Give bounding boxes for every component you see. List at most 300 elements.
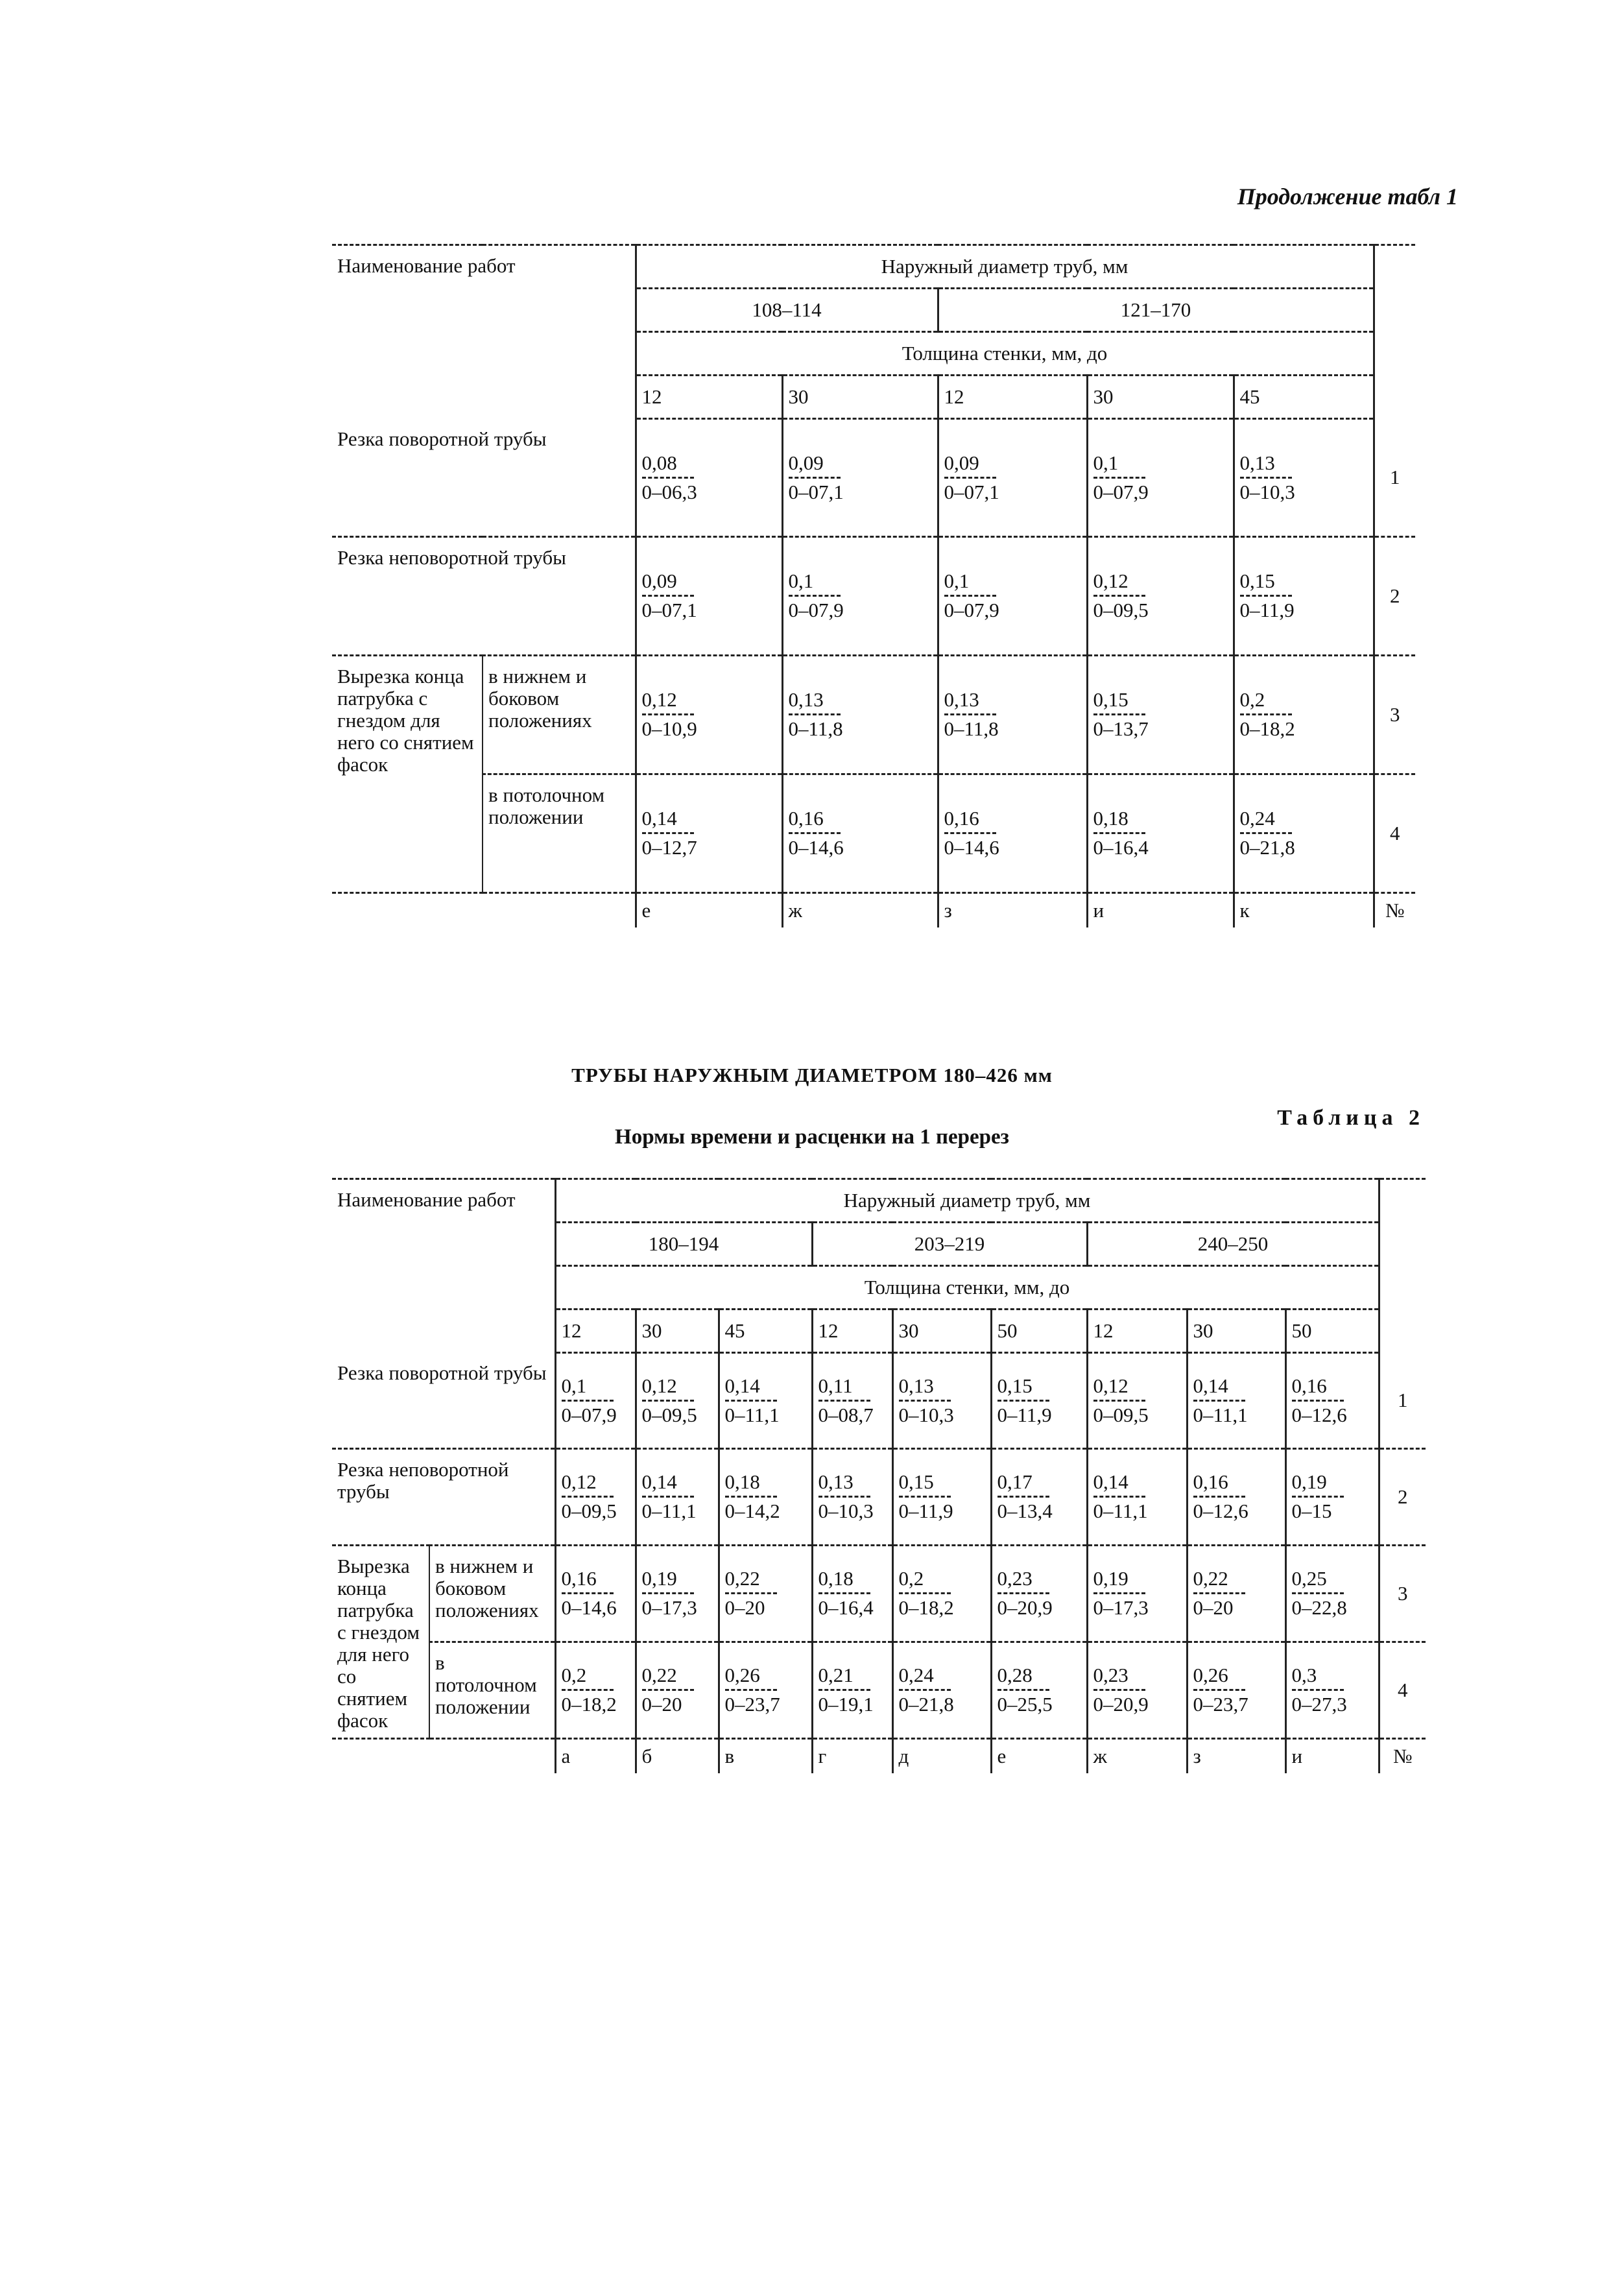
rate-value: 0–11,1	[1193, 1403, 1248, 1426]
rate-value: 0–12,6	[1291, 1403, 1347, 1426]
rate-value: 0–20,9	[1093, 1693, 1149, 1716]
rate-value: 0–20	[1193, 1596, 1234, 1619]
norm-and-rate	[1292, 1471, 1344, 1522]
table-row	[332, 1448, 1426, 1545]
time-norm: 0,09	[642, 570, 695, 597]
rate-value: 0–20,9	[997, 1596, 1053, 1619]
column-letters-row	[332, 892, 1415, 927]
thickness-cell: 50	[991, 1310, 1087, 1353]
value-cell	[782, 419, 938, 537]
norm-and-rate	[562, 1375, 617, 1426]
value-cell	[636, 655, 782, 774]
value-cell	[636, 419, 782, 537]
time-norm: 0,21	[818, 1664, 871, 1691]
table-2-heading: ТРУБЫ НАРУЖНЫМ ДИАМЕТРОМ 180–426 мм	[571, 1064, 1053, 1086]
work-name-header: Наименование работ	[332, 1179, 555, 1353]
norm-and-rate	[642, 808, 697, 859]
value-cell	[1087, 1545, 1187, 1642]
rate-value: 0–20	[641, 1693, 682, 1716]
time-norm: 0,13	[818, 1471, 871, 1498]
row-number: 4	[1374, 774, 1415, 892]
rate-value: 0–07,9	[1093, 480, 1149, 503]
norm-and-rate	[899, 1664, 954, 1716]
norm-and-rate	[789, 570, 844, 621]
rate-value: 0–13,4	[997, 1500, 1053, 1522]
norm-and-rate	[1093, 1568, 1149, 1619]
time-norm: 0,14	[1193, 1375, 1246, 1402]
row-number: 2	[1374, 536, 1415, 655]
rate-value: 0–11,9	[997, 1403, 1052, 1426]
time-norm: 0,14	[642, 1471, 695, 1498]
thickness-cell: 12	[555, 1310, 636, 1353]
rate-value: 0–11,8	[944, 717, 999, 740]
table-row	[332, 1545, 1426, 1642]
blank-cell	[1374, 245, 1415, 419]
rate-value: 0–07,9	[561, 1403, 617, 1426]
diameter-group: 240–250	[1087, 1223, 1379, 1266]
value-cell	[719, 1353, 812, 1449]
time-norm: 0,08	[642, 452, 695, 479]
time-norm: 0,12	[1093, 1375, 1146, 1402]
norm-and-rate	[1093, 1375, 1149, 1426]
value-cell	[1187, 1353, 1285, 1449]
rate-value: 0–10,3	[898, 1403, 954, 1426]
rate-value: 0–09,5	[1093, 599, 1149, 621]
value-cell	[1285, 1642, 1379, 1738]
rate-value: 0–11,1	[724, 1403, 780, 1426]
norm-and-rate	[725, 1664, 780, 1716]
rate-value: 0–17,3	[641, 1596, 697, 1619]
rate-value: 0–14,6	[944, 836, 999, 859]
time-norm: 0,15	[1240, 570, 1293, 597]
rate-value: 0–10,3	[818, 1500, 874, 1522]
norm-and-rate	[1240, 689, 1295, 740]
rate-value: 0–09,5	[1093, 1403, 1149, 1426]
time-norm: 0,16	[944, 808, 997, 834]
norm-and-rate	[562, 1471, 617, 1522]
value-cell	[812, 1448, 892, 1545]
column-letter: е	[636, 892, 782, 927]
table-row	[332, 1642, 1426, 1738]
rate-value: 0–11,9	[898, 1500, 953, 1522]
norm-and-rate	[642, 452, 697, 503]
thickness-cell: 12	[812, 1310, 892, 1353]
rate-value: 0–25,5	[997, 1693, 1053, 1716]
position-label: в нижнем и боковом положениях	[483, 655, 636, 774]
column-letter: и	[1285, 1738, 1379, 1773]
value-cell	[719, 1545, 812, 1642]
time-norm: 0,12	[562, 1471, 614, 1498]
diameter-group: 180–194	[555, 1223, 812, 1266]
value-cell	[812, 1353, 892, 1449]
value-cell	[555, 1545, 636, 1642]
time-norm: 0,26	[725, 1664, 778, 1691]
time-norm: 0,18	[818, 1568, 871, 1594]
time-norm: 0,25	[1292, 1568, 1344, 1594]
thickness-cell: 50	[1285, 1310, 1379, 1353]
thickness-cell: 12	[938, 376, 1087, 419]
rate-value: 0–11,1	[641, 1500, 697, 1522]
time-norm: 0,15	[997, 1375, 1050, 1402]
value-cell	[1087, 1448, 1187, 1545]
value-cell	[1087, 655, 1234, 774]
table-2	[332, 1178, 1426, 1773]
blank-cell	[1379, 1179, 1426, 1353]
value-cell	[1087, 774, 1234, 892]
value-cell	[636, 536, 782, 655]
value-cell	[892, 1353, 991, 1449]
outer-diameter-header: Наружный диаметр труб, мм	[555, 1179, 1379, 1223]
value-cell	[892, 1642, 991, 1738]
value-cell	[719, 1642, 812, 1738]
column-letter: г	[812, 1738, 892, 1773]
time-norm: 0,19	[1093, 1568, 1146, 1594]
time-norm: 0,19	[642, 1568, 695, 1594]
rate-value: 0–21,8	[1239, 836, 1295, 859]
norm-and-rate	[789, 808, 844, 859]
norm-and-rate	[997, 1375, 1052, 1426]
norm-and-rate	[944, 689, 999, 740]
time-norm: 0,16	[1292, 1375, 1344, 1402]
norm-and-rate	[725, 1568, 778, 1619]
time-norm: 0,16	[562, 1568, 614, 1594]
thickness-cell: 12	[1087, 1310, 1187, 1353]
time-norm: 0,14	[725, 1375, 778, 1402]
work-name: Резка неповоротной трубы	[332, 1448, 555, 1545]
time-norm: 0,1	[944, 570, 997, 597]
time-norm: 0,16	[1193, 1471, 1246, 1498]
value-cell	[938, 655, 1087, 774]
value-cell	[812, 1642, 892, 1738]
time-norm: 0,26	[1193, 1664, 1246, 1691]
rate-value: 0–11,1	[1093, 1500, 1148, 1522]
row-number: 1	[1374, 419, 1415, 537]
time-norm: 0,16	[789, 808, 841, 834]
thickness-cell: 12	[636, 376, 782, 419]
value-cell	[892, 1545, 991, 1642]
rate-value: 0–09,5	[561, 1500, 617, 1522]
norm-and-rate	[1193, 1471, 1248, 1522]
norm-and-rate	[789, 452, 844, 503]
work-name: Вырезка конца патрубка с гнездом для него со снятием фасок	[332, 1545, 429, 1738]
value-cell	[812, 1545, 892, 1642]
value-cell	[1285, 1448, 1379, 1545]
row-number: 2	[1379, 1448, 1426, 1545]
norm-and-rate	[899, 1471, 953, 1522]
time-norm: 0,2	[562, 1664, 614, 1691]
table-1	[332, 244, 1415, 927]
row-number: 3	[1374, 655, 1415, 774]
time-norm: 0,11	[818, 1375, 871, 1402]
rate-value: 0–07,1	[944, 480, 999, 503]
rate-value: 0–18,2	[1239, 717, 1295, 740]
norm-and-rate	[899, 1568, 954, 1619]
column-letter: ж	[1087, 1738, 1187, 1773]
rate-value: 0–18,2	[898, 1596, 954, 1619]
rate-value: 0–09,5	[641, 1403, 697, 1426]
norm-and-rate	[1093, 1664, 1149, 1716]
value-cell	[636, 1545, 719, 1642]
norm-and-rate	[944, 570, 999, 621]
rate-value: 0–11,9	[1239, 599, 1295, 621]
time-norm: 0,09	[944, 452, 997, 479]
rate-value: 0–14,6	[788, 836, 844, 859]
norm-and-rate	[1292, 1375, 1347, 1426]
work-name: Вырезка конца патрубка с гнездом для него со снятием фасок	[332, 655, 483, 892]
norm-and-rate	[899, 1375, 954, 1426]
rate-value: 0–23,7	[724, 1693, 780, 1716]
time-norm: 0,19	[1292, 1471, 1344, 1498]
time-norm: 0,13	[899, 1375, 951, 1402]
time-norm: 0,2	[1240, 689, 1293, 715]
norm-and-rate	[1093, 689, 1149, 740]
norm-and-rate	[642, 1568, 697, 1619]
wall-thickness-header: Толщина стенки, мм, до	[636, 332, 1374, 376]
norm-and-rate	[944, 808, 999, 859]
header-row	[332, 245, 1415, 289]
rate-value: 0–10,3	[1239, 480, 1295, 503]
table-2-subtitle: Нормы времени и расценки на 1 перерез	[615, 1125, 1009, 1149]
value-cell	[555, 1353, 636, 1449]
norm-and-rate	[1292, 1664, 1347, 1716]
value-cell	[1234, 774, 1374, 892]
norm-and-rate	[642, 1375, 697, 1426]
value-cell	[991, 1353, 1087, 1449]
continuation-header: Продолжение табл 1	[1237, 184, 1458, 209]
column-letter: д	[892, 1738, 991, 1773]
time-norm: 0,13	[789, 689, 841, 715]
time-norm: 0,1	[562, 1375, 614, 1402]
row-number: 4	[1379, 1642, 1426, 1738]
position-label: в нижнем и боковом положениях	[429, 1545, 555, 1642]
rate-value: 0–22,8	[1291, 1596, 1347, 1619]
time-norm: 0,14	[1093, 1471, 1146, 1498]
value-cell	[938, 419, 1087, 537]
column-letter: а	[555, 1738, 636, 1773]
table-row	[332, 774, 1415, 892]
time-norm: 0,12	[642, 1375, 695, 1402]
column-letter: в	[719, 1738, 812, 1773]
time-norm: 0,12	[642, 689, 695, 715]
norm-and-rate	[642, 570, 697, 621]
outer-diameter-header: Наружный диаметр труб, мм	[636, 245, 1374, 289]
value-cell	[782, 655, 938, 774]
value-cell	[1087, 419, 1234, 537]
value-cell	[555, 1642, 636, 1738]
value-cell	[892, 1448, 991, 1545]
rate-value: 0–16,4	[818, 1596, 874, 1619]
rate-value: 0–14,6	[561, 1596, 617, 1619]
row-number: 3	[1379, 1545, 1426, 1642]
thickness-cell: 45	[1234, 376, 1374, 419]
rate-value: 0–06,3	[641, 480, 697, 503]
header-row	[332, 1179, 1426, 1223]
norm-and-rate	[642, 1664, 695, 1716]
rate-value: 0–07,9	[788, 599, 844, 621]
column-letter: ж	[782, 892, 938, 927]
row-number: 1	[1379, 1353, 1426, 1449]
norm-and-rate	[642, 1471, 697, 1522]
norm-and-rate	[818, 1471, 874, 1522]
time-norm: 0,15	[899, 1471, 951, 1498]
column-letter: з	[1187, 1738, 1285, 1773]
work-name-header: Наименование работ	[332, 245, 636, 419]
norm-and-rate	[1240, 452, 1295, 503]
rate-value: 0–10,9	[641, 717, 697, 740]
time-norm: 0,13	[944, 689, 997, 715]
time-norm: 0,17	[997, 1471, 1050, 1498]
value-cell	[991, 1448, 1087, 1545]
rate-value: 0–17,3	[1093, 1596, 1149, 1619]
rate-value: 0–15	[1291, 1500, 1332, 1522]
norm-and-rate	[818, 1568, 874, 1619]
rate-value: 0–23,7	[1193, 1693, 1248, 1716]
thickness-cell: 30	[1087, 376, 1234, 419]
thickness-cell: 30	[1187, 1310, 1285, 1353]
time-norm: 0,23	[997, 1568, 1050, 1594]
time-norm: 0,18	[725, 1471, 778, 1498]
value-cell	[1187, 1642, 1285, 1738]
column-letter: б	[636, 1738, 719, 1773]
diameter-group: 203–219	[812, 1223, 1087, 1266]
rate-value: 0–07,9	[944, 599, 999, 621]
time-norm: 0,1	[1093, 452, 1146, 479]
work-name: Резка неповоротной трубы	[332, 536, 636, 655]
table-2-label: Таблица 2	[1277, 1106, 1425, 1130]
norm-and-rate	[642, 689, 697, 740]
time-norm: 0,22	[642, 1664, 695, 1691]
rate-value: 0–27,3	[1291, 1693, 1347, 1716]
value-cell	[991, 1545, 1087, 1642]
diameter-group: 108–114	[636, 289, 938, 332]
column-letter: е	[991, 1738, 1087, 1773]
value-cell	[1187, 1448, 1285, 1545]
value-cell	[938, 774, 1087, 892]
value-cell	[1285, 1545, 1379, 1642]
value-cell	[782, 536, 938, 655]
thickness-cell: 45	[719, 1310, 812, 1353]
value-cell	[719, 1448, 812, 1545]
norm-and-rate	[1193, 1375, 1248, 1426]
time-norm: 0,24	[899, 1664, 951, 1691]
position-label: в потолочном положении	[483, 774, 636, 892]
norm-and-rate	[1093, 1471, 1148, 1522]
value-cell	[938, 536, 1087, 655]
work-name: Резка поворотной трубы	[332, 419, 636, 537]
time-norm: 0,09	[789, 452, 841, 479]
time-norm: 0,22	[1193, 1568, 1246, 1594]
norm-and-rate	[997, 1568, 1053, 1619]
blank-cell	[332, 892, 636, 927]
column-letter: и	[1087, 892, 1234, 927]
value-cell	[991, 1642, 1087, 1738]
norm-and-rate	[725, 1471, 780, 1522]
value-cell	[1187, 1545, 1285, 1642]
table-row	[332, 1353, 1426, 1449]
norm-and-rate	[997, 1471, 1053, 1522]
norm-and-rate	[1193, 1664, 1248, 1716]
rate-value: 0–21,8	[898, 1693, 954, 1716]
number-label: №	[1374, 892, 1415, 927]
thickness-cell: 30	[636, 1310, 719, 1353]
time-norm: 0,18	[1093, 808, 1146, 834]
rate-value: 0–14,2	[724, 1500, 780, 1522]
value-cell	[1234, 536, 1374, 655]
norm-and-rate	[1093, 452, 1149, 503]
time-norm: 0,24	[1240, 808, 1293, 834]
value-cell	[1234, 655, 1374, 774]
rate-value: 0–12,6	[1193, 1500, 1248, 1522]
wall-thickness-header: Толщина стенки, мм, до	[555, 1266, 1379, 1310]
norm-and-rate	[789, 689, 843, 740]
number-label: №	[1379, 1738, 1426, 1773]
rate-value: 0–19,1	[818, 1693, 874, 1716]
norm-and-rate	[1093, 808, 1149, 859]
norm-and-rate	[562, 1568, 617, 1619]
rate-value: 0–08,7	[818, 1403, 874, 1426]
value-cell	[1285, 1353, 1379, 1449]
norm-and-rate	[725, 1375, 780, 1426]
norm-and-rate	[944, 452, 999, 503]
thickness-cell: 30	[892, 1310, 991, 1353]
blank-cell	[332, 1738, 555, 1773]
value-cell	[1087, 1642, 1187, 1738]
time-norm: 0,28	[997, 1664, 1050, 1691]
time-norm: 0,13	[1240, 452, 1293, 479]
column-letter: з	[938, 892, 1087, 927]
norm-and-rate	[818, 1664, 874, 1716]
time-norm: 0,1	[789, 570, 841, 597]
time-norm: 0,22	[725, 1568, 778, 1594]
time-norm: 0,14	[642, 808, 695, 834]
rate-value: 0–13,7	[1093, 717, 1149, 740]
value-cell	[782, 774, 938, 892]
work-name: Резка поворотной трубы	[332, 1353, 555, 1449]
time-norm: 0,15	[1093, 689, 1146, 715]
norm-and-rate	[1193, 1568, 1246, 1619]
norm-and-rate	[997, 1664, 1053, 1716]
norm-and-rate	[1240, 570, 1295, 621]
column-letter: к	[1234, 892, 1374, 927]
value-cell	[636, 774, 782, 892]
value-cell	[636, 1353, 719, 1449]
time-norm: 0,2	[899, 1568, 951, 1594]
rate-value: 0–18,2	[561, 1693, 617, 1716]
rate-value: 0–07,1	[641, 599, 697, 621]
time-norm: 0,12	[1093, 570, 1146, 597]
table-row	[332, 419, 1415, 537]
rate-value: 0–20	[724, 1596, 765, 1619]
time-norm: 0,23	[1093, 1664, 1146, 1691]
norm-and-rate	[1292, 1568, 1347, 1619]
rate-value: 0–11,8	[788, 717, 843, 740]
diameter-group: 121–170	[938, 289, 1374, 332]
rate-value: 0–16,4	[1093, 836, 1149, 859]
rate-value: 0–12,7	[641, 836, 697, 859]
rate-value: 0–07,1	[788, 480, 844, 503]
value-cell	[636, 1448, 719, 1545]
table-row	[332, 655, 1415, 774]
position-label: в потолочном положении	[429, 1642, 555, 1738]
thickness-cell: 30	[782, 376, 938, 419]
value-cell	[1087, 1353, 1187, 1449]
table-row	[332, 536, 1415, 655]
norm-and-rate	[818, 1375, 874, 1426]
column-letters-row	[332, 1738, 1426, 1773]
value-cell	[636, 1642, 719, 1738]
value-cell	[1087, 536, 1234, 655]
norm-and-rate	[1240, 808, 1295, 859]
